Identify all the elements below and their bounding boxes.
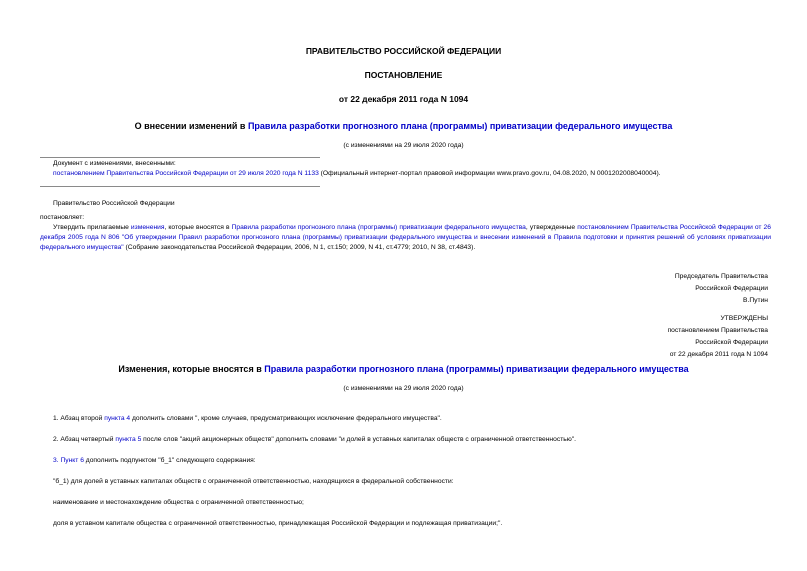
item1-text-b: дополнить словами ", кроме случаев, предусматривающих исключение федерального имущества". (130, 415, 442, 422)
quote-line-3: доля в уставном капитале общества с ограниченной ответственностью, принадлежащая Российской Федерации и подлежащая приватизации;". (53, 520, 503, 527)
changes-note-source: (Официальный интернет-портал правовой информации www.pravo.gov.ru, 04.08.2020, N 0001202008040004). (318, 170, 661, 177)
p1-text-c: , утвержденные (525, 224, 578, 231)
divider-top (40, 157, 320, 158)
changes-link[interactable]: изменения (130, 224, 165, 231)
item3-text-b: дополнить подпунктом "б_1" следующего содержания: (83, 457, 256, 464)
changes-edition-note: (с изменениями на 29 июля 2020 года) (343, 385, 464, 392)
approved-by: постановлением Правительства (667, 327, 768, 334)
signature-position: Председатель Правительства (674, 273, 768, 280)
item3-link[interactable]: Пункт 6 (60, 457, 84, 464)
approved-heading: УТВЕРЖДЕНЫ (720, 315, 768, 322)
signature-name: В.Путин (743, 297, 768, 304)
divider-bottom (40, 186, 320, 187)
item1-link[interactable]: пункта 4 (104, 415, 131, 422)
changes-note (53, 171, 773, 178)
item1-text-a: 1. Абзац второй (53, 415, 105, 422)
document-date-number: от 22 декабря 2011 года N 1094 (338, 94, 469, 104)
approved-block (600, 313, 768, 361)
signature-block (600, 271, 768, 307)
approved-country: Российской Федерации (695, 339, 768, 346)
amendment-decree-link[interactable]: постановлением Правительства Российской Федерации от 29 июля 2020 года N 1133 (53, 170, 319, 177)
item2-text-a: 2. Абзац четвертый (53, 436, 116, 443)
changes-title-rules-link[interactable]: Правила разработки прогнозного плана (программы) приватизации федерального имущества (264, 364, 689, 374)
resolution-paragraph (40, 223, 771, 253)
change-item-2 (53, 437, 576, 444)
change-item-3 (53, 458, 256, 465)
signature-country: Российской Федерации (695, 285, 768, 292)
title-rules-link[interactable]: Правила разработки прогнозного плана (программы) приватизации федерального имущества (247, 121, 673, 131)
title-edition-note: (с изменениями на 29 июля 2020 года) (343, 142, 464, 149)
issuer: Правительство Российской Федерации (53, 200, 175, 207)
approved-date: от 22 декабря 2011 года N 1094 (669, 351, 768, 358)
document-title (0, 121, 807, 131)
title-prefix: О внесении изменений в (134, 121, 248, 131)
changes-title-prefix: Изменения, которые вносятся в (118, 364, 265, 374)
changes-note-label: Документ с изменениями, внесенными: (53, 160, 176, 167)
changes-title (0, 364, 807, 374)
government-heading: ПРАВИТЕЛЬСТВО РОССИЙСКОЙ ФЕДЕРАЦИИ (305, 46, 502, 56)
p1-text-d: (Собрание законодательства Российской Федерации, 2006, N 1, ст.150; 2009, N 41, ст.4779; 2010, N 38, ст.4843). (123, 244, 476, 251)
quote-line-1: "б_1) для долей в уставных капиталах обществ с ограниченной ответственностью, находящихся в федеральной собственности: (53, 478, 454, 485)
change-item-1 (53, 416, 442, 423)
rules-link[interactable]: Правила разработки прогнозного плана (программы) приватизации федерального имущества (231, 224, 526, 231)
decree-806-link[interactable]: постановлением Правительства Российской Федерации от 26 декабря 2005 года N 806 "Об утверждении Правил разработки прогнозного плана (программы) приватизации федерального имущества и внесении изменений в Правила подготовки и принятия решений об условиях приватизации федерального имущества" (40, 224, 771, 251)
p1-text-b: , которые вносятся в (164, 224, 232, 231)
item2-link[interactable]: пункта 5 (115, 436, 142, 443)
resolves-word: постановляет: (40, 214, 85, 221)
document-type: ПОСТАНОВЛЕНИЕ (364, 70, 443, 80)
item3-number: 3. (53, 457, 59, 464)
item2-text-b: после слов "акций акционерных обществ" дополнить словами "и долей в уставных капиталах обществ с ограниченной ответственностью". (141, 436, 576, 443)
p1-text-a: Утвердить прилагаемые (53, 224, 131, 231)
quote-line-2: наименование и местонахождение общества с ограниченной ответственностью; (53, 499, 304, 506)
